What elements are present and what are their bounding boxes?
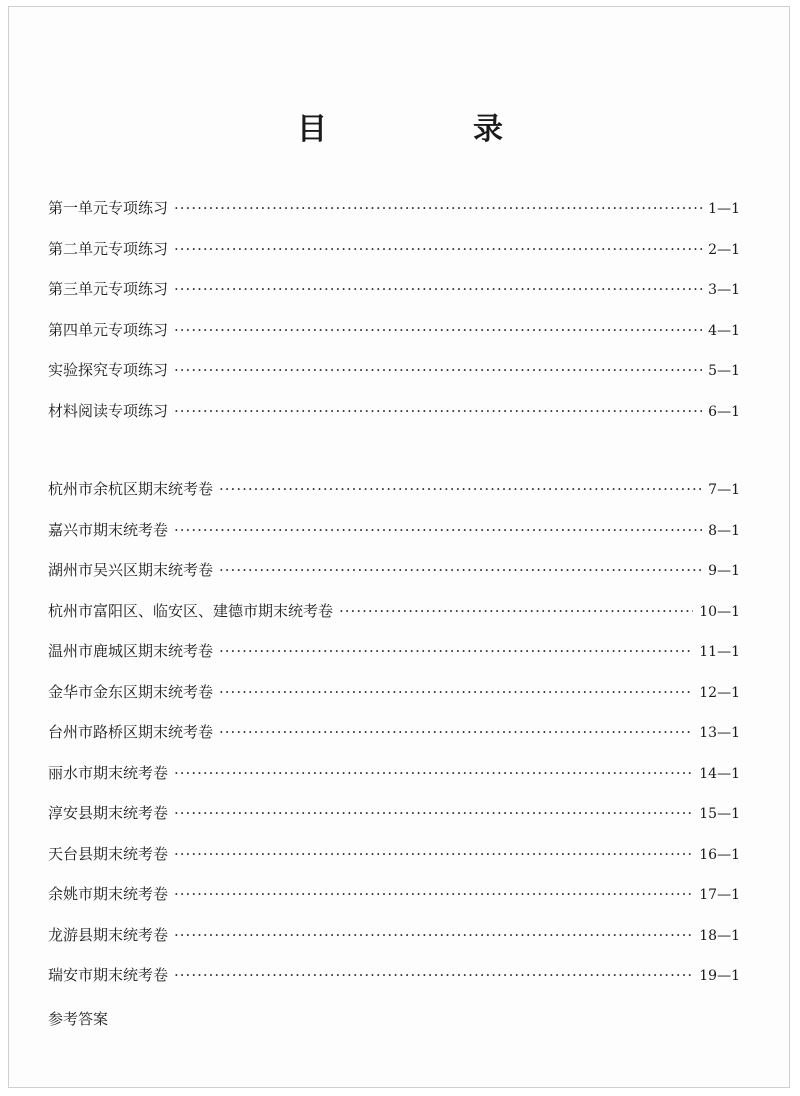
toc-entry-label: 龙游县期末统考卷 bbox=[48, 925, 169, 944]
toc-group-exam-papers bbox=[48, 479, 740, 1006]
toc-entry[interactable] bbox=[48, 360, 740, 401]
toc-entry[interactable] bbox=[48, 601, 740, 642]
toc-entry-label: 丽水市期末统考卷 bbox=[48, 763, 169, 782]
toc-entry-page-number: 13—1 bbox=[699, 725, 740, 741]
toc-entry-label: 余姚市期末统考卷 bbox=[48, 885, 169, 903]
toc-entry[interactable] bbox=[48, 884, 740, 925]
toc-entry-label: 杭州市余杭区期末统考卷 bbox=[48, 480, 214, 498]
dot-leader bbox=[174, 803, 693, 823]
toc-entry[interactable] bbox=[48, 401, 740, 442]
toc-entry-label: 台州市路桥区期末统考卷 bbox=[48, 723, 214, 741]
dot-leader bbox=[174, 884, 693, 904]
dot-leader bbox=[174, 925, 693, 945]
answers-entry[interactable]: 参考答案 bbox=[48, 1010, 109, 1028]
toc-entry-label: 嘉兴市期末统考卷 bbox=[48, 520, 169, 539]
dot-leader bbox=[339, 601, 693, 621]
dot-leader bbox=[174, 320, 702, 340]
toc-entry[interactable] bbox=[48, 763, 740, 804]
dot-leader bbox=[219, 479, 702, 499]
toc-entry[interactable] bbox=[48, 965, 740, 1006]
toc-entry-page-number: 1—1 bbox=[708, 201, 740, 217]
toc-entry-page-number: 3—1 bbox=[708, 282, 740, 298]
dot-leader bbox=[174, 965, 693, 985]
toc-entry-page-number: 17—1 bbox=[699, 887, 740, 903]
toc-entry-page-number: 11—1 bbox=[699, 644, 740, 660]
page-title: 目 录 bbox=[297, 112, 561, 147]
dot-leader bbox=[174, 239, 702, 259]
toc-entry-page-number: 5—1 bbox=[708, 363, 740, 379]
dot-leader bbox=[219, 560, 702, 580]
toc-entry-label: 第三单元专项练习 bbox=[48, 280, 169, 298]
toc-entry[interactable] bbox=[48, 239, 740, 280]
dot-leader bbox=[174, 763, 693, 783]
toc-entry[interactable] bbox=[48, 279, 740, 320]
toc-entry-label: 第四单元专项练习 bbox=[48, 320, 169, 339]
toc-entry[interactable] bbox=[48, 722, 740, 763]
toc-entry[interactable] bbox=[48, 198, 740, 239]
toc-entry-page-number: 2—1 bbox=[708, 241, 740, 258]
dot-leader bbox=[219, 641, 693, 661]
toc-entry[interactable] bbox=[48, 925, 740, 966]
toc-entry[interactable] bbox=[48, 844, 740, 885]
toc-entry-page-number: 15—1 bbox=[699, 806, 740, 822]
toc-entry-label: 瑞安市期末统考卷 bbox=[48, 966, 169, 984]
toc-entry-label: 第二单元专项练习 bbox=[48, 239, 169, 258]
dot-leader bbox=[219, 722, 693, 742]
toc-entry-label: 实验探究专项练习 bbox=[48, 361, 169, 379]
toc-entry[interactable] bbox=[48, 560, 740, 601]
toc-entry-page-number: 10—1 bbox=[699, 603, 740, 620]
dot-leader bbox=[219, 682, 693, 702]
toc-entry-page-number: 7—1 bbox=[708, 482, 740, 498]
toc-entry[interactable] bbox=[48, 320, 740, 361]
toc-entry-page-number: 4—1 bbox=[708, 322, 740, 339]
toc-group-unit-exercises bbox=[48, 198, 740, 441]
toc-entry[interactable] bbox=[48, 641, 740, 682]
toc-entry-page-number: 6—1 bbox=[708, 403, 740, 420]
toc-entry[interactable] bbox=[48, 803, 740, 844]
dot-leader bbox=[174, 520, 702, 540]
toc-entry-label: 天台县期末统考卷 bbox=[48, 844, 169, 863]
toc-entry-page-number: 14—1 bbox=[699, 765, 740, 782]
toc-entry-label: 淳安县期末统考卷 bbox=[48, 804, 169, 822]
toc-entry[interactable] bbox=[48, 520, 740, 561]
toc-entry-page-number: 18—1 bbox=[699, 927, 740, 944]
toc-entry[interactable] bbox=[48, 682, 740, 723]
toc-entry-label: 材料阅读专项练习 bbox=[48, 401, 169, 420]
toc-entry-label: 杭州市富阳区、临安区、建德市期末统考卷 bbox=[48, 601, 334, 620]
toc-entry-page-number: 12—1 bbox=[699, 684, 740, 701]
toc-entry-page-number: 8—1 bbox=[708, 522, 740, 539]
toc-entry-label: 湖州市吴兴区期末统考卷 bbox=[48, 561, 214, 579]
dot-leader bbox=[174, 198, 702, 218]
dot-leader bbox=[174, 844, 693, 864]
dot-leader bbox=[174, 401, 702, 421]
toc-entry-label: 第一单元专项练习 bbox=[48, 199, 169, 217]
toc-entry[interactable] bbox=[48, 479, 740, 520]
toc-entry-label: 温州市鹿城区期末统考卷 bbox=[48, 642, 214, 660]
toc-entry-page-number: 16—1 bbox=[699, 846, 740, 863]
toc-entry-page-number: 9—1 bbox=[708, 563, 740, 579]
toc-entry-page-number: 19—1 bbox=[699, 968, 740, 984]
dot-leader bbox=[174, 360, 702, 380]
toc-entry-label: 金华市金东区期末统考卷 bbox=[48, 682, 214, 701]
dot-leader bbox=[174, 279, 702, 299]
